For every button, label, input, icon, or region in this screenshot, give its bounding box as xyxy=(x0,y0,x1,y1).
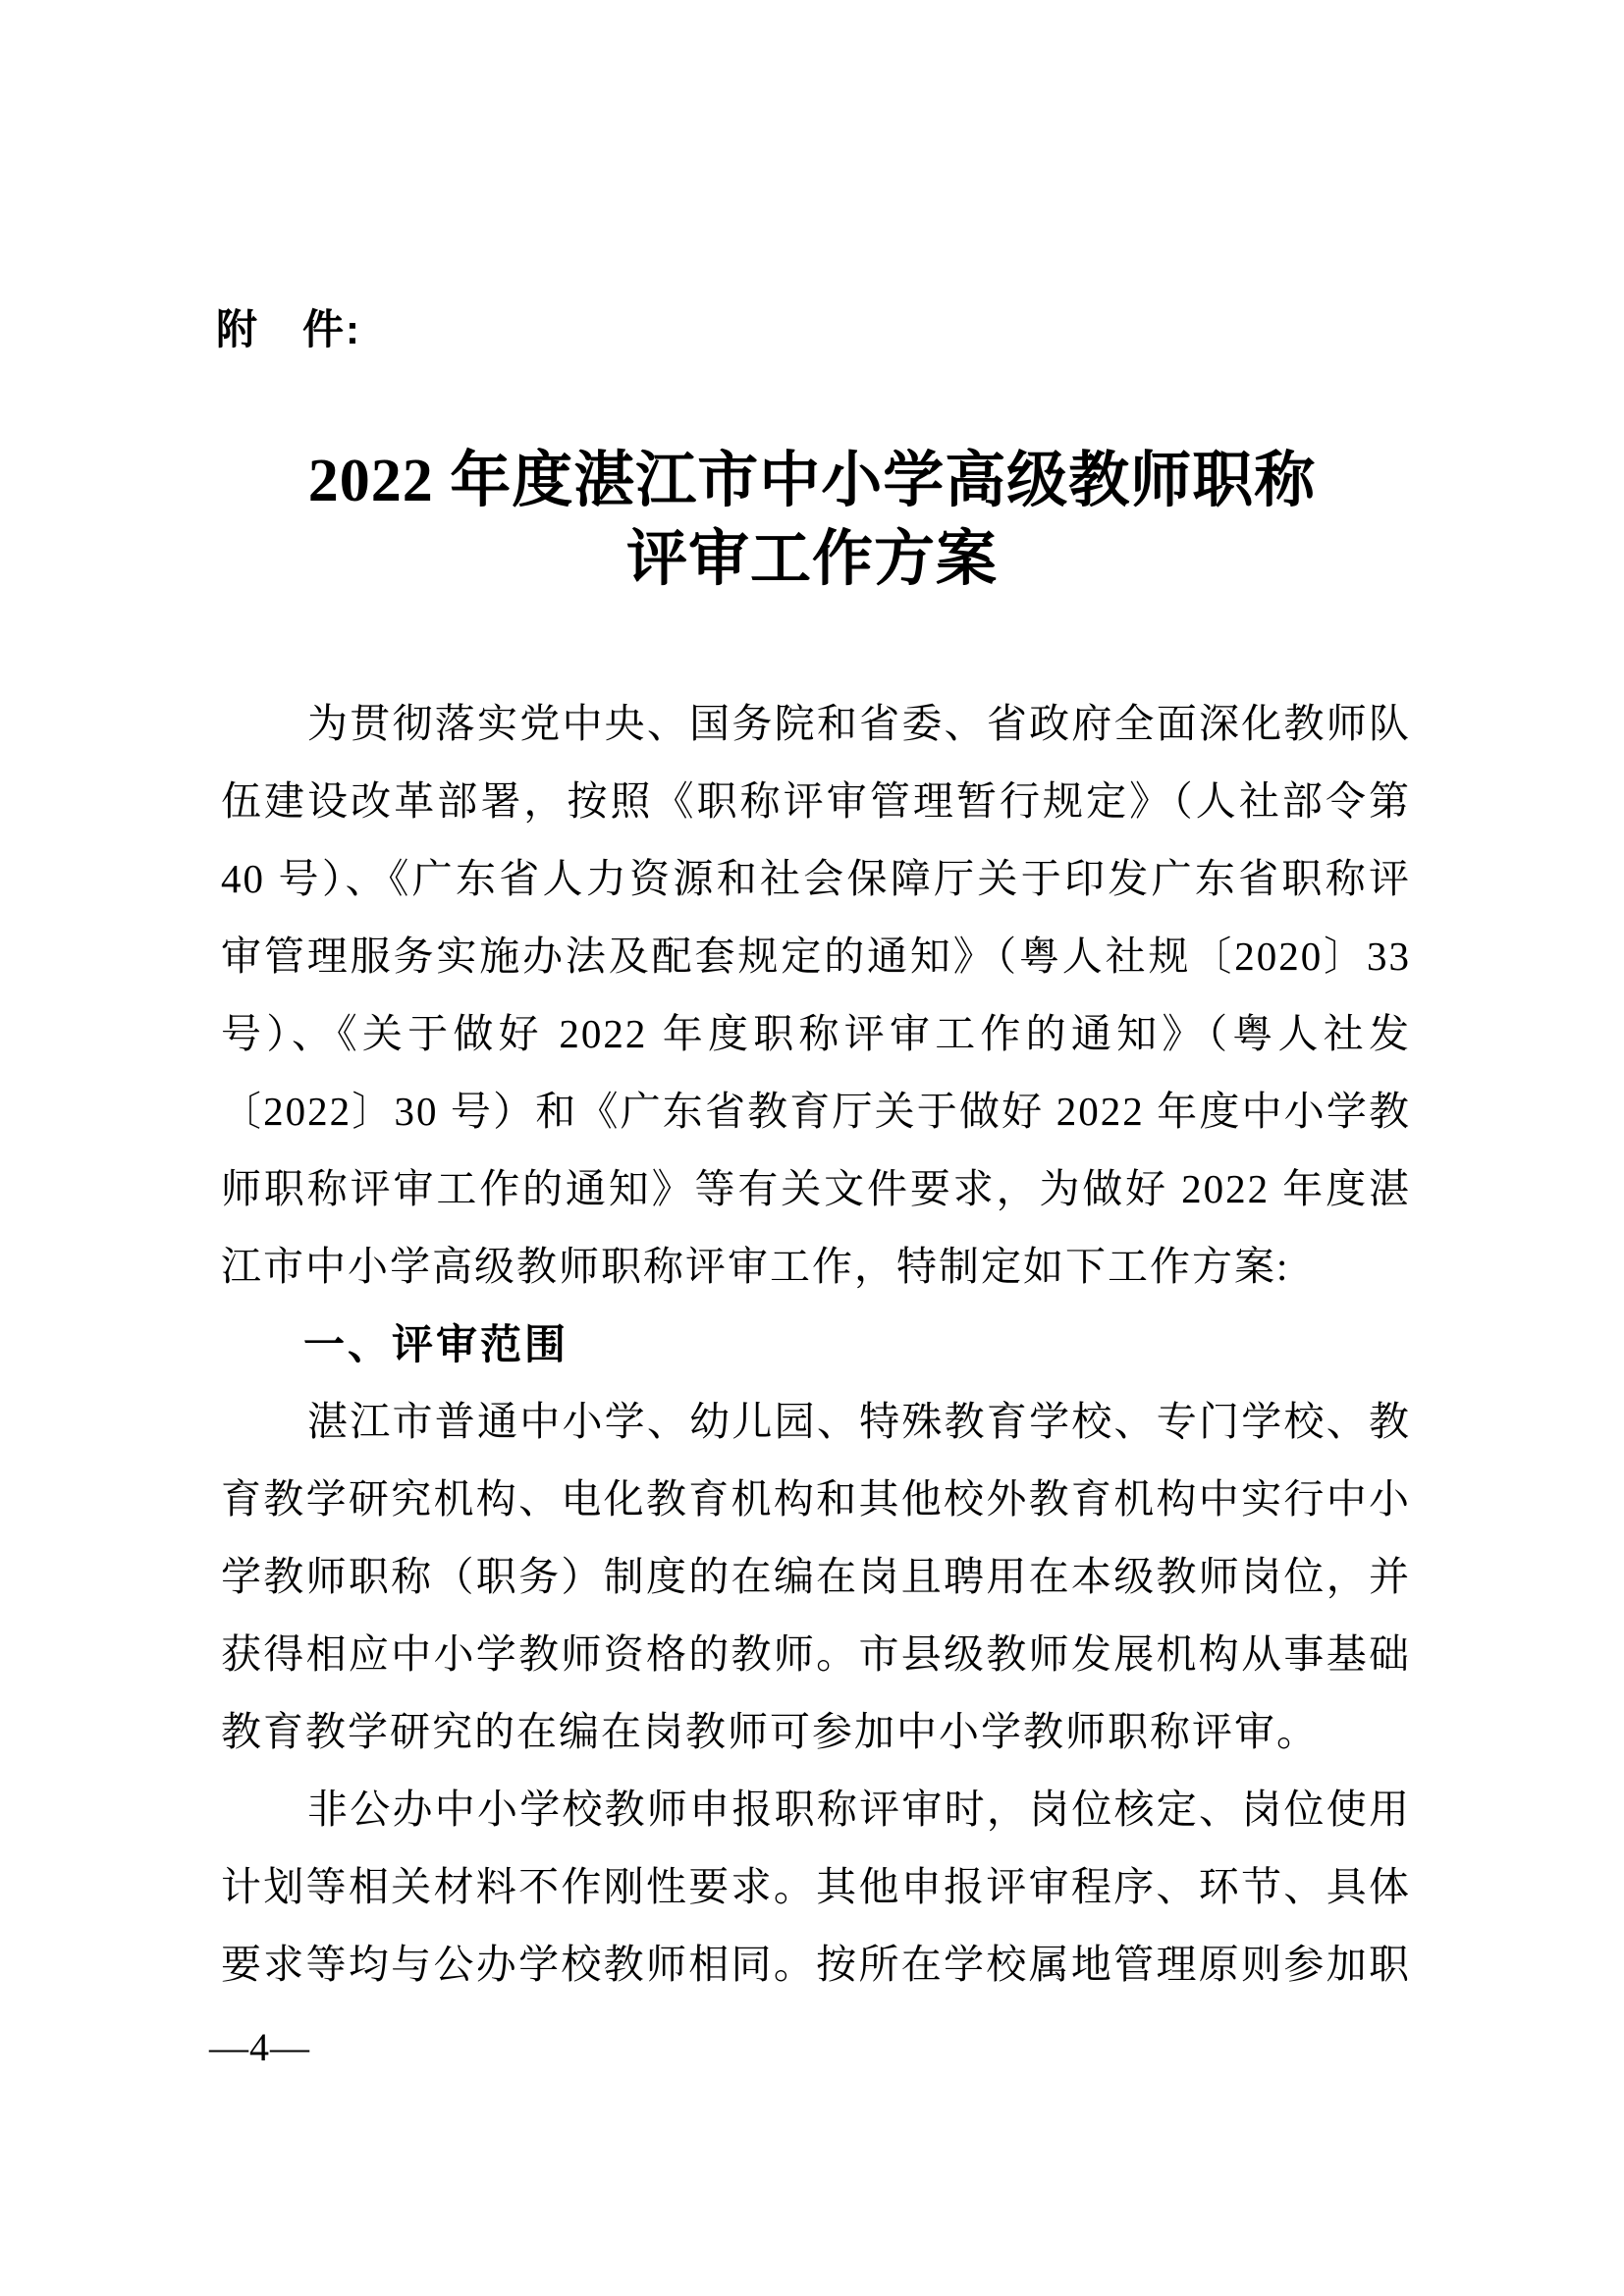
paragraph-line: 江市中小学高级教师职称评审工作，特制定如下工作方案: xyxy=(221,1244,1290,1289)
paragraph-line: 非公办中小学校教师申报职称评审时，岗位核定、岗位使用 xyxy=(307,1787,1411,1832)
paragraph-line: 育教学研究机构、电化教育机构和其他校外教育机构中实行中小 xyxy=(221,1476,1411,1522)
paragraph-line: 获得相应中小学教师资格的教师。市县级教师发展机构从事基础 xyxy=(221,1631,1411,1677)
page-number: —4— xyxy=(209,2025,310,2069)
paragraph-line: 为贯彻落实党中央、国务院和省委、省政府全面深化教师队 xyxy=(307,701,1411,746)
paragraph-line: 〔2022〕30 号）和《广东省教育厅关于做好 2022 年度中小学教 xyxy=(221,1089,1411,1134)
paragraph-line: 学教师职称（职务）制度的在编在岗且聘用在本级教师岗位，并 xyxy=(221,1554,1411,1599)
paragraph-line: 湛江市普通中小学、幼儿园、特殊教育学校、专门学校、教 xyxy=(307,1399,1411,1444)
paragraph-line: 教育教学研究的在编在岗教师可参加中小学教师职称评审。 xyxy=(221,1709,1319,1754)
nonpublic-teachers-paragraph xyxy=(221,1771,1411,2003)
paragraph-line: 伍建设改革部署，按照《职称评审管理暂行规定》（人社部令第 xyxy=(221,778,1411,824)
intro-paragraph xyxy=(221,685,1411,1306)
document-title xyxy=(0,442,1624,599)
title-line-1: 2022 年度湛江市中小学高级教师职称 xyxy=(307,448,1317,514)
document-body xyxy=(221,685,1411,2003)
attachment-label: 附 件: xyxy=(216,306,361,352)
paragraph-line: 计划等相关材料不作刚性要求。其他申报评审程序、环节、具体 xyxy=(221,1864,1411,1909)
section-heading-review-scope: 一、评审范围 xyxy=(303,1321,569,1367)
paragraph-line: 号）、《关于做好 2022 年度职称评审工作的通知》（粤人社发 xyxy=(221,1011,1411,1056)
paragraph-line: 40 号）、《广东省人力资源和社会保障厅关于印发广东省职称评 xyxy=(221,856,1411,901)
paragraph-line: 要求等均与公办学校教师相同。按所在学校属地管理原则参加职 xyxy=(221,1942,1411,1987)
paragraph-line: 师职称评审工作的通知》等有关文件要求，为做好 2022 年度湛 xyxy=(221,1166,1411,1211)
title-line-2: 评审工作方案 xyxy=(625,526,998,593)
scope-paragraph xyxy=(221,1383,1411,1771)
paragraph-line: 审管理服务实施办法及配套规定的通知》（粤人社规〔2020〕33 xyxy=(221,934,1411,979)
